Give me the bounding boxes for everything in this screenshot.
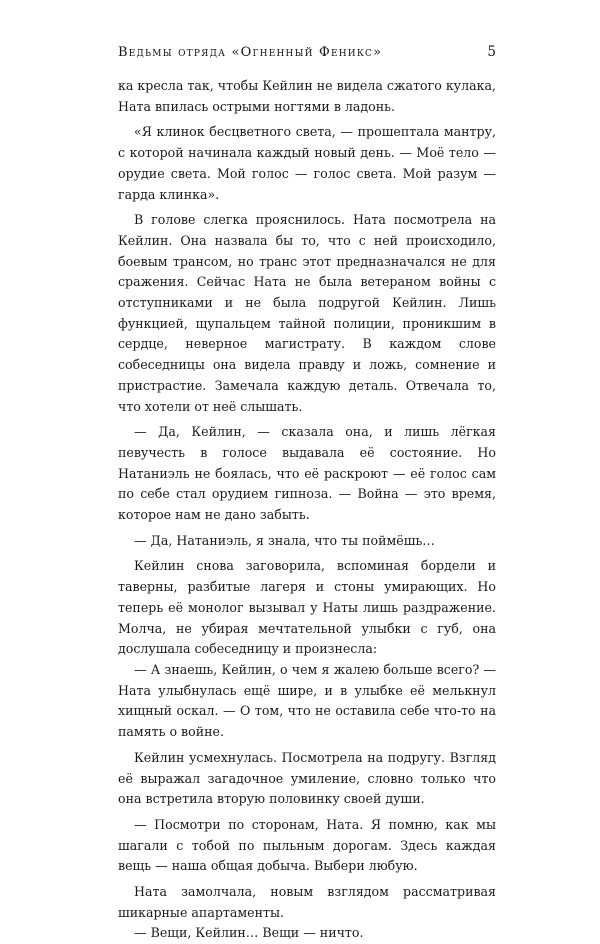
paragraph: — Посмотри по сторонам, Ната. Я помню, как мы шагали с тобой по пыльным дорогам. Здесь каждая вещь — наша общая добыча. Выбери любую. — [118, 816, 496, 874]
paragraph: — А знаешь, Кейлин, о чем я жалею больше всего? — Ната улыбнулась ещё шире, и в улыбке её мелькнул хищный оскал. — О том, что не оставила себе что-то на память о войне. — [118, 661, 496, 740]
paragraph: — Да, Кейлин, — сказала она, и лишь лёгкая певучесть в голосе выдавала её состояние. Но Натаниэль не боялась, что её раскроют — её голос сам по себе стал орудием гипноза. — Война — это время, которое нам не дано забыть. — [118, 424, 496, 523]
body-text — [118, 76, 496, 944]
paragraph: В голове слегка прояснилось. Ната посмотрела на Кейлин. Она назвала бы то, что с ней происходило, боевым трансом, но транс этот предназначался не для сражения. Сейчас Ната не была ветераном войны с отступниками и не была подругой Кейлин. Лишь функцией, щупальцем тайной полиции, проникшим в сердце, неверное магистрату. В каждом слове собеседницы она видела правду и ложь, сомнение и пристрастие. Замечала каждую деталь. Отвечала то, что хотели от неё слышать. — [118, 212, 496, 414]
paragraph: Ната замолчала, новым взглядом рассматривая шикарные апартаменты. — [118, 884, 496, 920]
paragraph: Кейлин снова заговорила, вспоминая бордели и таверны, разбитые лагеря и стоны умирающих. Но теперь её монолог вызывал у Наты лишь раздражение. Молча, не убирая мечтательной улыбки с губ, она дослушала собеседницу и произнесла: — [118, 558, 496, 657]
paragraph: — Вещи, Кейлин… Вещи — ничто. — [134, 925, 364, 941]
paragraph: «Я клинок бесцветного света, — прошептала мантру, с которой начинала каждый новый день. — Моё тело — орудие света. Мой голос — голос света. Мой разум — гарда клинка». — [118, 124, 496, 202]
page-number: 5 — [487, 44, 496, 60]
paragraph: Кейлин усмехнулась. Посмотрела на подругу. Взгляд её выражал загадочное умиление, словно только что она встретила вторую половинку своей души. — [118, 749, 496, 807]
paragraph: — Да, Натаниэль, я знала, что ты поймёшь… — [134, 532, 435, 548]
paragraph: ка кресла так, чтобы Кейлин не видела сжатого кулака, Ната впилась острыми ногтями в ладонь. — [118, 78, 496, 114]
running-title: Ведьмы отряда «Огненный Феникс» — [118, 45, 383, 60]
running-header — [118, 44, 496, 66]
